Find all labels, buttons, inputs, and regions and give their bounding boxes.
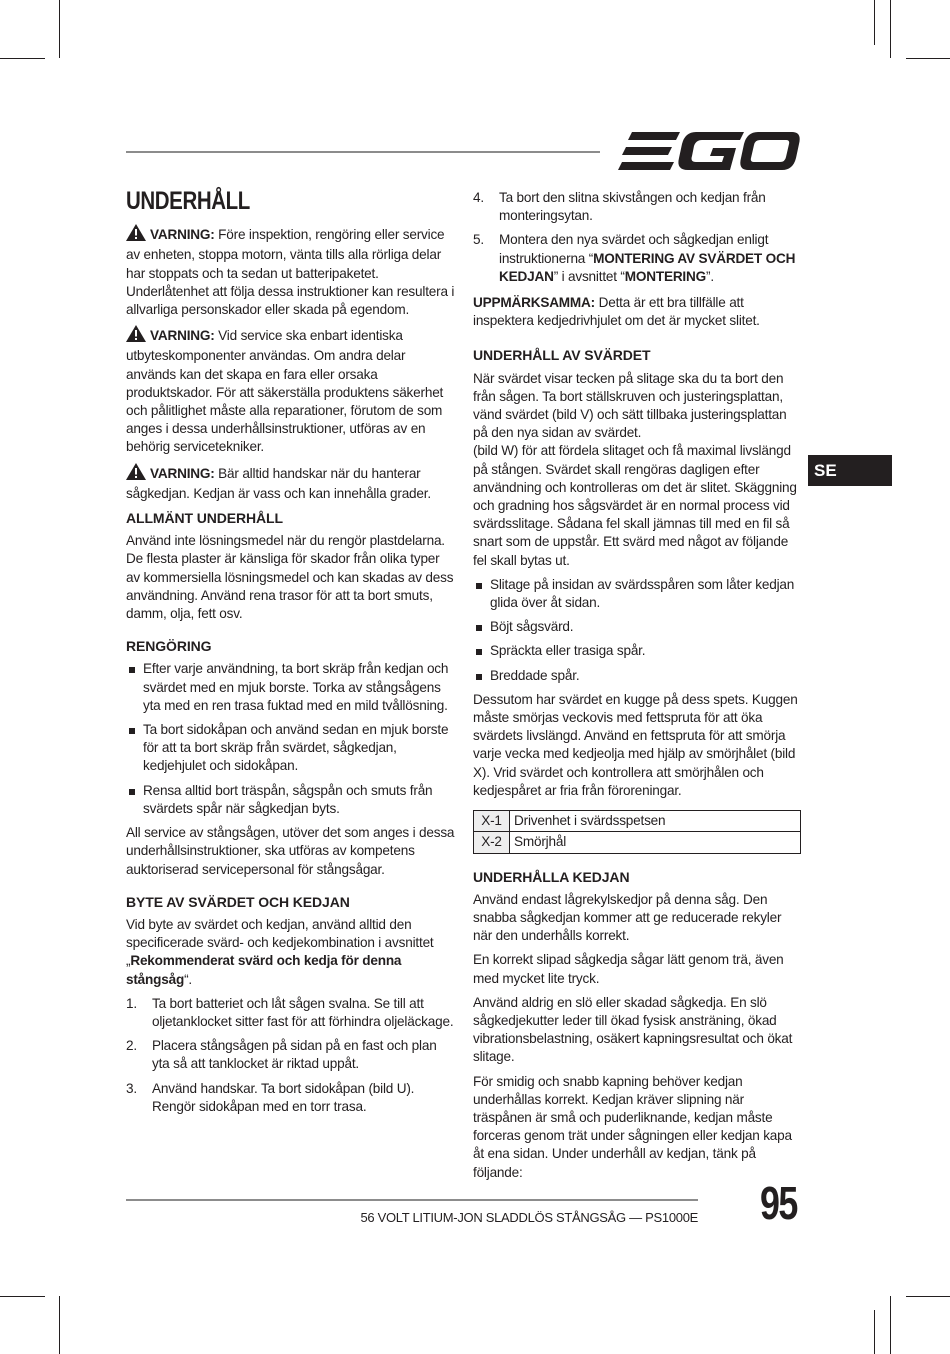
notice [473,294,803,330]
crop-mark [0,58,45,59]
warning-text: Bär alltid handskar när du hanterar sågkedjan. Kedjan är vass och kan innehålla grader. [126,465,431,501]
step-text: Ta bort batteriet och låt sågen svalna. Se till att oljetanklocket sitter fast för att förhindra oljeläckage. [152,995,454,1029]
list-item [126,1080,456,1116]
step-text: Använd handskar. Ta bort sidokåpan (bild U). Rengör sidokåpan med en torr trasa. [152,1080,415,1114]
list-item: Rensa alltid bort träspån, sågspån och smuts från svärdets spår när sågkedjan byts. [126,782,456,818]
list-item [126,1037,456,1073]
step-number: 2. [126,1038,137,1054]
crop-mark [59,1296,60,1354]
crop-mark [0,1296,45,1297]
warning-2 [126,325,456,456]
list-item: Ta bort sidokåpan och använd sedan en mjuk borste för att ta bort skräp från svärdet, sågkedjan, kedjehjulet och sidokåpan. [126,721,456,776]
parts-table [473,810,801,853]
warning-text: Vid service ska enbart identiska utbyteskomponenter användas. Om andra delar används kan det skapa en fara eller orsaka produktskador. För att säkerställa produktens säkerhet och pålitlighet måste alla reparationer, förutom de som anges i dessa underhållsinstruktioner, utföras av en behörig servicetekniker. [126,328,444,455]
bar-text-3: Dessutom har svärdet en kugge på dess spets. Kuggen måste smörjas veckovis med fettspruta för att öka svärdets livslängd. Använd en fettspruta för att smörja varje vecka med kedjeolja med hjälp av smörjhålet (bild X). Vrid svärdet och kontrollera att smörjhålen och kedjespåret ar fria från föroreningar. [473,691,798,798]
replace-steps-continued [473,189,803,286]
section-heading-cleaning: RENGÖRING [126,638,212,655]
warning-1 [126,224,456,319]
crop-mark [874,1310,875,1354]
warning-label: VARNING: [150,328,215,344]
warning-3 [126,463,456,503]
table-row [474,832,801,853]
section-heading-chain: UNDERHÅLLA KEDJAN [473,868,630,885]
crop-mark [890,1296,891,1354]
replace-intro-bold: Rekommenderat svärd och kedja för denna stångsåg [126,953,402,987]
step-bold: MONTERING [624,268,707,284]
list-item: Breddade spår. [473,667,803,685]
right-column [473,189,803,1188]
language-tab: SE [808,455,892,486]
warning-triangle-icon [126,463,146,485]
chain-text: En korrekt slipad sågkedja sågar lätt genom trä, även med mycket lite tryck. [473,952,784,986]
list-item: Slitage på insidan av svärdsspåren som låter kedjan glida över åt sidan. [473,576,803,612]
step-text: ” i avsnittet “ [553,268,625,284]
warning-text: Före inspektion, rengöring eller service av enheten, stoppa motorn, vänta tills alla rörliga delar har stoppats och ta sedan ut batteripaketet. Underlåtenhet att följa dessa instruktioner kan resultera i allvarliga personskador eller skada på egendom. [126,227,455,318]
warning-triangle-icon [126,325,146,347]
cleaning-list [126,660,456,818]
page-number: 95 [760,1177,797,1229]
step-text: Placera stångsågen på sidan på en fast och plan yta så att tanklocket är riktad uppåt. [152,1038,437,1072]
warning-label: VARNING: [150,227,215,243]
header-rule [126,151,600,153]
crop-mark [890,0,891,58]
section-heading-general: ALLMÄNT UNDERHÅLL [126,510,283,527]
footer-rule [126,1199,698,1201]
list-item: Spräckta eller trasiga spår. [473,642,803,660]
bar-text-2: (bild W) för att fördela slitaget och få maximal livslängd på stången. Svärdet skall rengöras dagligen efter användning och kontrolleras om det är slitet. Skäggning och gradning hos sågsvärdet är en normal process vid svärdsslitage. Sådana fel skall jämnas till med en fil så snart som de uppstår. Ett svärd med något av följande fel skall bytas ut. [473,443,797,568]
left-column [126,187,456,1122]
notice-text: Detta är ett bra tillfälle att inspektera kedjedrivhjulet om det är mycket slitet. [473,295,760,329]
step-number: 4. [473,190,484,205]
table-cell-key: X-1 [474,811,510,832]
notice-label: UPPMÄRKSAMMA: [473,295,596,311]
bar-defects-list [473,576,803,685]
warning-triangle-icon [126,224,146,246]
page-title: UNDERHÅLL [126,187,250,215]
replace-steps [126,995,456,1116]
step-text: Ta bort den slitna skivstången och kedjan från monteringsytan. [499,190,766,224]
table-cell-key: X-2 [474,832,510,853]
table-cell-value: Smörjhål [510,832,801,853]
list-item [126,995,456,1031]
brand-logo [618,130,800,172]
chain-text: Använd aldrig en slö eller skadad sågkedja. En slö sågkedjekutter leder till ökad fysisk ansträning, ökad vibrationsbelastning, osäkert kapningsresultat och ökat slitage. [473,994,793,1065]
footer-title: 56 VOLT LITIUM-JON SLADDLÖS STÅNGSÅG — PS1000E [360,1210,698,1225]
chain-text: För smidig och snabb kapning behöver kedjan underhållas korrekt. Kedjan kräver slipning när träspånen är små och puderliknande, kedjan måste forceras genom trät under sågningen eller kedjan kapa åt ena sidan. Under underhåll av kedjan, tänk på följande: [473,1073,792,1180]
step-number: 1. [126,995,137,1011]
section-heading-replace: BYTE AV SVÄRDET OCH KEDJAN [126,893,350,910]
crop-mark [59,0,60,58]
replace-intro-end: “. [184,971,192,987]
list-item [473,189,803,225]
step-text: Montera den nya svärdet och sågkedjan enligt instruktionerna “ [499,232,769,266]
general-text: Använd inte lösningsmedel när du rengör plastdelarna. De flesta plaster är känsliga för skador från olika typer av kommersiella lösningsmedel och kan skadas av dess användning. Använd rena trasor för att ta bort smuts, damm, olja, fett osv. [126,533,454,622]
table-row [474,811,801,832]
list-item: Efter varje användning, ta bort skräp från kedjan och svärdet med en mjuk borste. Torka av stångsågens yta med en ren trasa fuktad med en mild tvållösning. [126,660,456,715]
crop-mark [906,1296,950,1297]
replace-intro-text: Vid byte av svärdet och kedjan, använd alltid den specificerade svärd- och kedjekombination i avsnittet „ [126,916,434,969]
ego-logo-icon [618,130,800,172]
table-cell-value: Drivenhet i svärdsspetsen [510,811,801,832]
step-number: 3. [126,1080,137,1096]
cleaning-after-text: All service av stångsågen, utöver det som anges i dessa underhållsinstruktioner, ska utföras av kompetens auktoriserad servicepersonal för stångsågar. [126,825,455,877]
crop-mark [874,0,875,45]
section-heading-bar: UNDERHÅLL AV SVÄRDET [473,347,651,364]
crop-mark [906,58,950,59]
step-number: 5. [473,232,484,248]
chain-text: Använd endast lågrekylskedjor på denna såg. Den snabba sågkedjan kommer att ge reducerade rekyler när den underhålls korrekt. [473,891,782,944]
warning-label: VARNING: [150,465,215,481]
bar-text-1: När svärdet visar tecken på slitage ska du ta bort den från sågen. Ta bort ställskruven och justeringsplattan, vänd svärdet (bild V) och sätt tillbaka justeringsplattan på den nya sidan av svärdet. [473,370,787,441]
step-bold: MONTERING AV SVÄRDET OCH KEDJAN [499,250,796,284]
list-item: Böjt sågsvärd. [473,618,803,636]
step-text: ”. [706,268,714,284]
list-item [473,231,803,286]
replace-intro [126,916,456,989]
